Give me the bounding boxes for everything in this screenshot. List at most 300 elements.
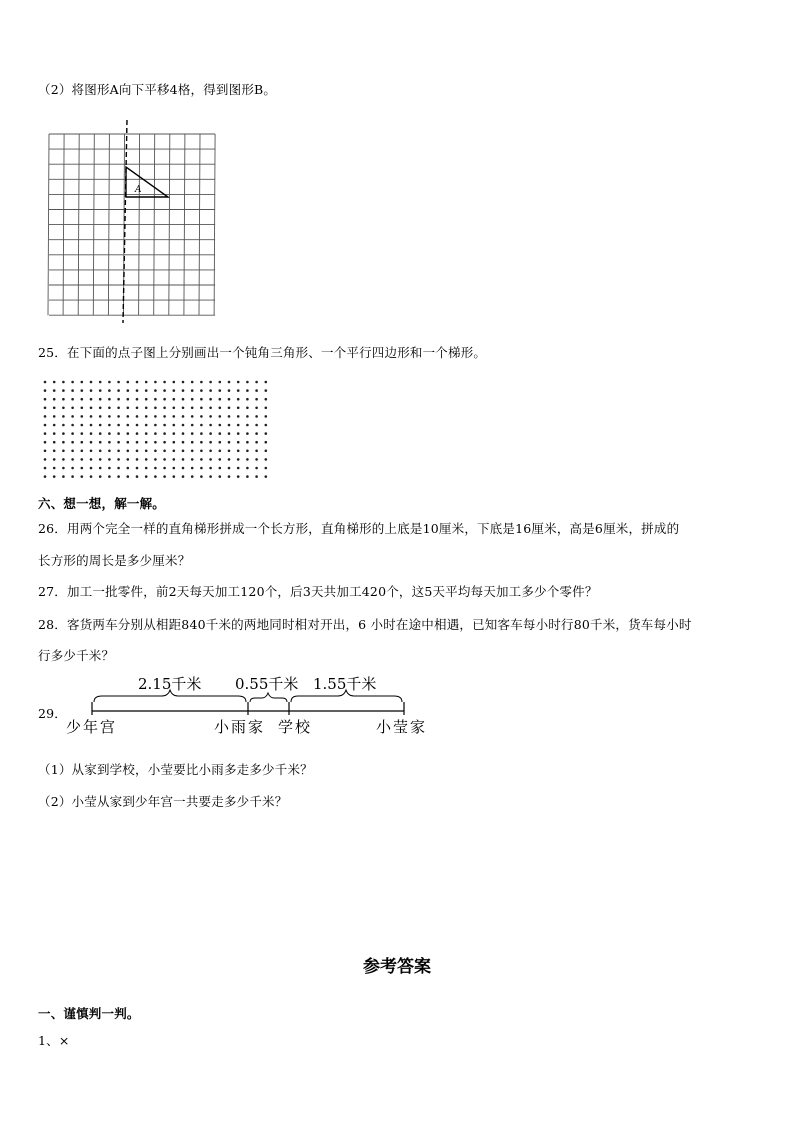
dot xyxy=(71,381,74,384)
dot xyxy=(53,407,56,410)
dot xyxy=(81,450,84,453)
dot xyxy=(62,475,65,478)
dot xyxy=(200,398,203,401)
dot xyxy=(209,415,212,418)
dot xyxy=(127,424,130,427)
dot xyxy=(182,467,185,470)
answers-title: 参考答案 xyxy=(363,957,431,977)
dot xyxy=(173,398,176,401)
dot xyxy=(255,450,258,453)
dot xyxy=(145,432,148,435)
dot xyxy=(136,432,139,435)
dot xyxy=(173,458,176,461)
dot xyxy=(237,467,240,470)
dot xyxy=(154,424,157,427)
dot xyxy=(200,441,203,444)
dot xyxy=(127,450,130,453)
dot xyxy=(219,424,222,427)
dot xyxy=(99,441,102,444)
dot xyxy=(237,398,240,401)
dot xyxy=(145,398,148,401)
dot xyxy=(117,441,120,444)
dot xyxy=(117,398,120,401)
dot xyxy=(62,441,65,444)
dot xyxy=(81,381,84,384)
dot xyxy=(255,407,258,410)
dot xyxy=(127,381,130,384)
dot xyxy=(191,467,194,470)
dot xyxy=(71,458,74,461)
dot xyxy=(200,432,203,435)
dot xyxy=(136,389,139,392)
section-6-heading: 六、想一想，解一解。 xyxy=(38,496,166,511)
dot xyxy=(127,389,130,392)
dot xyxy=(219,415,222,418)
dot xyxy=(44,432,47,435)
dot xyxy=(127,458,130,461)
dot xyxy=(53,475,56,478)
dot xyxy=(62,381,65,384)
dot xyxy=(154,389,157,392)
dot xyxy=(163,389,166,392)
dot xyxy=(228,424,231,427)
dot xyxy=(53,432,56,435)
dot xyxy=(191,432,194,435)
dot xyxy=(173,467,176,470)
dot xyxy=(182,389,185,392)
dot xyxy=(246,398,249,401)
dot xyxy=(191,458,194,461)
dot xyxy=(237,441,240,444)
dot xyxy=(191,424,194,427)
answer-1: 1、× xyxy=(38,1033,70,1048)
dot xyxy=(108,415,111,418)
dot xyxy=(163,415,166,418)
dot xyxy=(90,415,93,418)
dot xyxy=(145,389,148,392)
distance-diagram xyxy=(0,674,794,744)
dot xyxy=(53,458,56,461)
dot xyxy=(117,458,120,461)
dot xyxy=(117,415,120,418)
question-29-part-2: （2）小莹从家到少年宫一共要走多少千米？ xyxy=(38,794,288,809)
dot xyxy=(173,389,176,392)
dot xyxy=(117,467,120,470)
dot xyxy=(81,407,84,410)
dot xyxy=(246,389,249,392)
dot xyxy=(209,458,212,461)
dot xyxy=(191,381,194,384)
place-label-1: 少年宫 xyxy=(66,718,118,736)
dot xyxy=(173,381,176,384)
dot xyxy=(182,381,185,384)
dot xyxy=(62,407,65,410)
dot xyxy=(228,389,231,392)
dot xyxy=(44,475,47,478)
dot xyxy=(127,432,130,435)
dot xyxy=(265,381,268,384)
dot xyxy=(200,458,203,461)
dot xyxy=(154,407,157,410)
dot xyxy=(90,389,93,392)
dot xyxy=(81,458,84,461)
dot xyxy=(136,415,139,418)
dot xyxy=(246,424,249,427)
dot xyxy=(53,441,56,444)
dot xyxy=(145,441,148,444)
place-label-4: 小莹家 xyxy=(376,718,428,736)
dot xyxy=(108,458,111,461)
dot xyxy=(265,432,268,435)
dot xyxy=(163,432,166,435)
dot xyxy=(163,424,166,427)
dot xyxy=(182,415,185,418)
dot xyxy=(191,407,194,410)
dot xyxy=(237,458,240,461)
dot xyxy=(154,415,157,418)
dot xyxy=(136,424,139,427)
dot xyxy=(228,467,231,470)
dot xyxy=(154,450,157,453)
dot xyxy=(117,381,120,384)
dot xyxy=(127,441,130,444)
dot xyxy=(99,389,102,392)
dot xyxy=(173,450,176,453)
dot xyxy=(237,407,240,410)
dot xyxy=(173,441,176,444)
dot xyxy=(71,475,74,478)
dot xyxy=(127,398,130,401)
dot xyxy=(99,381,102,384)
dot xyxy=(246,432,249,435)
dot xyxy=(136,467,139,470)
dot xyxy=(163,450,166,453)
dot xyxy=(237,424,240,427)
dot xyxy=(246,381,249,384)
dot xyxy=(136,450,139,453)
dot xyxy=(154,458,157,461)
dot xyxy=(182,407,185,410)
dot xyxy=(200,381,203,384)
dot xyxy=(154,467,157,470)
dot xyxy=(44,407,47,410)
dot xyxy=(81,389,84,392)
dot xyxy=(246,450,249,453)
dot xyxy=(99,467,102,470)
question-28-line-1: 28．客货两车分别从相距840千米的两地同时相对开出，6 小时在途中相遇，已知客车每小时行80千米，货车每小时 xyxy=(38,617,692,632)
dot xyxy=(200,389,203,392)
dot xyxy=(219,432,222,435)
dot xyxy=(265,424,268,427)
dot xyxy=(108,424,111,427)
dot xyxy=(255,415,258,418)
dot xyxy=(62,458,65,461)
dot xyxy=(255,381,258,384)
dot xyxy=(191,398,194,401)
dot xyxy=(71,441,74,444)
dot xyxy=(108,381,111,384)
dot xyxy=(246,441,249,444)
dot xyxy=(99,432,102,435)
dot xyxy=(71,424,74,427)
dot xyxy=(62,432,65,435)
distance-label-3: 1.55千米 xyxy=(313,675,377,693)
dot xyxy=(265,475,268,478)
question-24-part-2: （2）将图形A向下平移4格，得到图形B。 xyxy=(38,82,277,97)
dot xyxy=(228,407,231,410)
dot-grid xyxy=(0,378,794,488)
dot xyxy=(265,398,268,401)
dot xyxy=(191,441,194,444)
dot xyxy=(117,432,120,435)
dot xyxy=(145,415,148,418)
dot xyxy=(99,424,102,427)
dot xyxy=(145,450,148,453)
dot xyxy=(99,458,102,461)
dot xyxy=(145,407,148,410)
dot xyxy=(108,450,111,453)
dot xyxy=(246,407,249,410)
dot xyxy=(163,441,166,444)
dot xyxy=(81,432,84,435)
dot xyxy=(219,381,222,384)
dot xyxy=(228,398,231,401)
dot xyxy=(62,467,65,470)
dot xyxy=(53,415,56,418)
dot xyxy=(209,381,212,384)
question-25: 25．在下面的点子图上分别画出一个钝角三角形、一个平行四边形和一个梯形。 xyxy=(38,345,487,360)
dot xyxy=(200,450,203,453)
dot xyxy=(237,415,240,418)
dot xyxy=(136,398,139,401)
dot xyxy=(145,475,148,478)
dot xyxy=(44,381,47,384)
dot xyxy=(108,389,111,392)
dot xyxy=(53,450,56,453)
dot xyxy=(182,398,185,401)
dot xyxy=(200,475,203,478)
dot xyxy=(145,467,148,470)
dot xyxy=(228,415,231,418)
dot xyxy=(154,432,157,435)
dot xyxy=(265,389,268,392)
dot xyxy=(173,415,176,418)
dot xyxy=(209,432,212,435)
dot xyxy=(90,432,93,435)
dot xyxy=(90,441,93,444)
dot xyxy=(219,450,222,453)
question-28-line-2: 行多少千米？ xyxy=(38,648,115,663)
dot xyxy=(255,467,258,470)
dot xyxy=(117,407,120,410)
dot xyxy=(163,407,166,410)
dot xyxy=(255,475,258,478)
dot xyxy=(90,467,93,470)
dot xyxy=(136,458,139,461)
dot xyxy=(117,450,120,453)
dot xyxy=(255,389,258,392)
dot xyxy=(163,458,166,461)
question-29-part-1: （1）从家到学校，小莹要比小雨多走多少千米？ xyxy=(38,762,313,777)
dot xyxy=(163,475,166,478)
dot xyxy=(108,432,111,435)
dot xyxy=(44,450,47,453)
dot xyxy=(90,450,93,453)
figure-a-triangle xyxy=(126,167,168,197)
dot xyxy=(237,450,240,453)
dot xyxy=(71,467,74,470)
dot xyxy=(265,467,268,470)
dot xyxy=(255,441,258,444)
dot xyxy=(145,381,148,384)
dot xyxy=(182,458,185,461)
dot xyxy=(90,458,93,461)
dot xyxy=(191,415,194,418)
dot xyxy=(191,389,194,392)
dot xyxy=(191,475,194,478)
dot xyxy=(53,467,56,470)
dot xyxy=(237,432,240,435)
dot xyxy=(136,381,139,384)
dot xyxy=(44,389,47,392)
dot xyxy=(71,398,74,401)
dot xyxy=(219,467,222,470)
dot xyxy=(219,407,222,410)
dot xyxy=(209,389,212,392)
dot xyxy=(44,424,47,427)
dot xyxy=(265,450,268,453)
question-26-line-1: 26．用两个完全一样的直角梯形拼成一个长方形，直角梯形的上底是10厘米，下底是16厘米，高是6厘米，拼成的 xyxy=(38,521,680,536)
dot xyxy=(90,424,93,427)
dot xyxy=(62,415,65,418)
dot xyxy=(163,398,166,401)
dot xyxy=(99,415,102,418)
question-29-number: 29． xyxy=(38,706,68,721)
dot xyxy=(62,389,65,392)
dot xyxy=(182,450,185,453)
dot xyxy=(200,467,203,470)
dot xyxy=(173,432,176,435)
dot xyxy=(265,407,268,410)
dot xyxy=(81,424,84,427)
dot xyxy=(53,424,56,427)
dot xyxy=(53,381,56,384)
dot xyxy=(219,389,222,392)
dot xyxy=(182,424,185,427)
dot xyxy=(154,475,157,478)
dot xyxy=(90,475,93,478)
place-label-3: 学校 xyxy=(278,718,313,736)
dot xyxy=(81,467,84,470)
dot xyxy=(209,467,212,470)
dot xyxy=(108,467,111,470)
dot xyxy=(182,441,185,444)
dot xyxy=(228,381,231,384)
dot xyxy=(81,475,84,478)
dot xyxy=(127,415,130,418)
place-label-2: 小雨家 xyxy=(214,718,266,736)
dot xyxy=(200,415,203,418)
dot xyxy=(81,398,84,401)
dot xyxy=(99,475,102,478)
dot xyxy=(44,415,47,418)
dot xyxy=(228,441,231,444)
figure-a-label: A xyxy=(135,185,142,195)
dot xyxy=(265,441,268,444)
dot xyxy=(127,467,130,470)
dot xyxy=(255,424,258,427)
dot xyxy=(154,398,157,401)
dot xyxy=(71,389,74,392)
dot xyxy=(209,441,212,444)
dot xyxy=(53,398,56,401)
dot xyxy=(90,381,93,384)
dot xyxy=(154,441,157,444)
dot xyxy=(71,450,74,453)
dot xyxy=(219,441,222,444)
dot xyxy=(246,467,249,470)
dot xyxy=(53,389,56,392)
dot xyxy=(163,381,166,384)
dot xyxy=(62,424,65,427)
dot xyxy=(117,389,120,392)
dot xyxy=(209,475,212,478)
dot xyxy=(81,441,84,444)
dot xyxy=(44,467,47,470)
dot xyxy=(71,432,74,435)
dot xyxy=(246,415,249,418)
answers-section-1: 一、谨慎判一判。 xyxy=(38,1006,140,1021)
dot xyxy=(173,424,176,427)
dot xyxy=(209,407,212,410)
dot xyxy=(237,475,240,478)
dot xyxy=(117,475,120,478)
dot xyxy=(228,450,231,453)
question-27: 27．加工一批零件，前2天每天加工120个，后3天共加工420个，这5天平均每天加工多少个零件？ xyxy=(38,584,598,599)
dot xyxy=(62,398,65,401)
dot xyxy=(44,398,47,401)
dot xyxy=(200,424,203,427)
dot xyxy=(246,475,249,478)
dot xyxy=(44,458,47,461)
dot xyxy=(145,424,148,427)
dot xyxy=(246,458,249,461)
dot xyxy=(237,389,240,392)
dot xyxy=(228,458,231,461)
dot xyxy=(237,381,240,384)
dot xyxy=(127,475,130,478)
dot xyxy=(136,407,139,410)
dot xyxy=(219,458,222,461)
dot xyxy=(228,432,231,435)
dot xyxy=(255,398,258,401)
dot xyxy=(99,407,102,410)
dot xyxy=(209,424,212,427)
dot xyxy=(108,441,111,444)
dot xyxy=(219,475,222,478)
dot xyxy=(265,415,268,418)
distance-label-1: 2.15千米 xyxy=(138,675,202,693)
dot xyxy=(71,415,74,418)
dot xyxy=(255,458,258,461)
dot xyxy=(117,424,120,427)
dot xyxy=(127,407,130,410)
brace-2 xyxy=(250,693,287,702)
dot xyxy=(191,450,194,453)
dot xyxy=(136,441,139,444)
dot xyxy=(71,407,74,410)
translation-grid xyxy=(0,118,794,338)
